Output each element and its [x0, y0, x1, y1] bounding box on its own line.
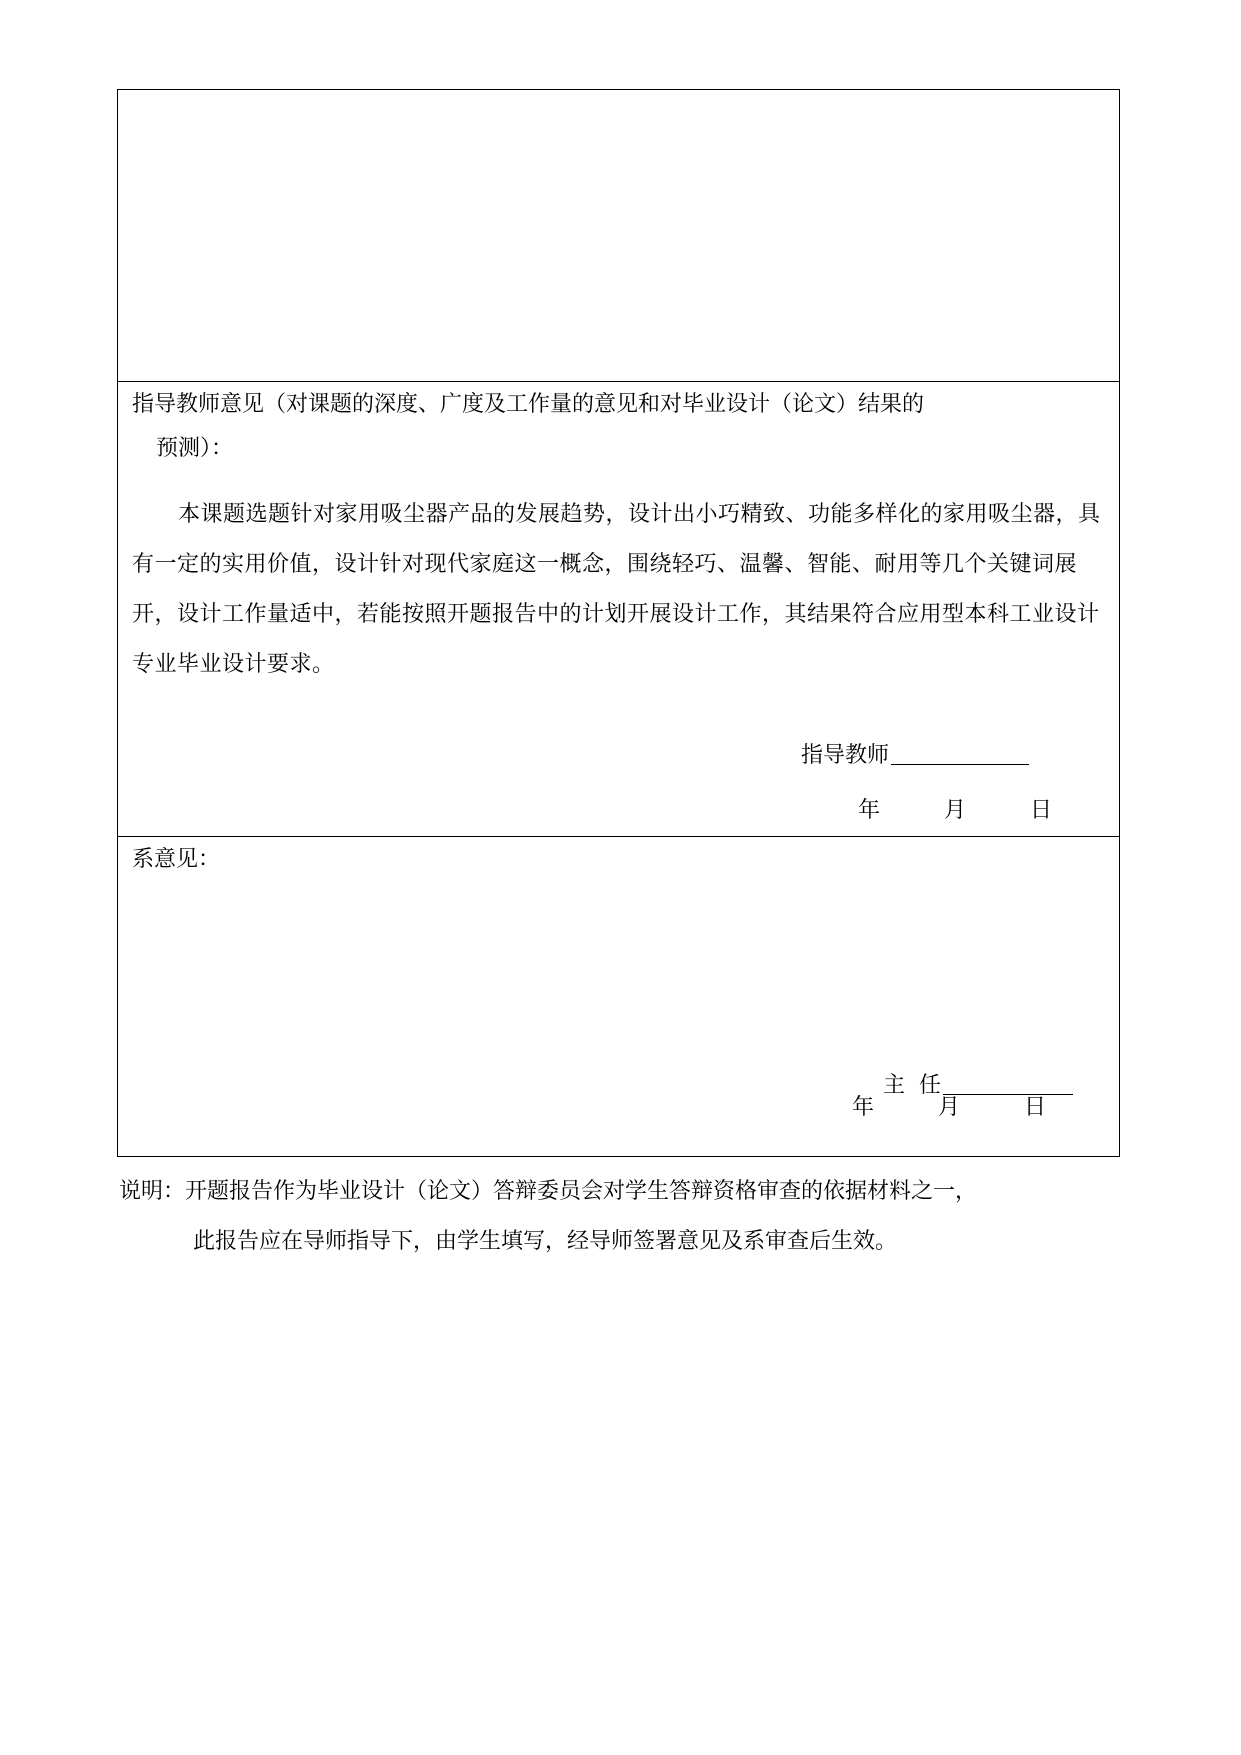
department-opinion-heading: 系意见：	[132, 847, 221, 872]
department-date-day: 日	[1024, 1095, 1047, 1120]
blank-top-cell	[118, 90, 1119, 382]
department-date-month: 月	[938, 1095, 961, 1120]
advisor-opinion-heading: 指导教师意见（对课题的深度、广度及工作量的意见和对毕业设计（论文）结果的	[132, 392, 925, 417]
advisor-date-row	[858, 796, 1052, 826]
advisor-date-year: 年	[858, 798, 881, 823]
advisor-opinion-text: 本课题选题针对家用吸尘器产品的发展趋势，设计出小巧精致、功能多样化的家用吸尘器，具有一定的实用价值，设计针对现代家庭这一概念，围绕轻巧、温馨、智能、耐用等几个关键词展开，设计工作量适中，若能按照开题报告中的计划开展设计工作，其结果符合应用型本科工业设计专业毕业设计要求。	[132, 502, 1101, 677]
note-line-2: 此报告应在导师指导下，由学生填写，经导师签署意见及系审查后生效。	[193, 1229, 898, 1254]
department-date-year: 年	[852, 1095, 875, 1120]
department-date-row	[852, 1093, 1046, 1123]
department-opinion-cell	[118, 837, 1119, 1156]
advisor-date-day: 日	[1030, 798, 1053, 823]
note-line-1: 说明：开题报告作为毕业设计（论文）答辩委员会对学生答辩资格审查的依据材料之一，	[119, 1179, 978, 1204]
advisor-opinion-heading-cont: 预测）：	[156, 436, 234, 461]
department-signature-label: 主 任	[882, 1073, 941, 1098]
advisor-date-month: 月	[944, 798, 967, 823]
advisor-opinion-cell	[118, 382, 1119, 837]
opinion-form-table	[117, 89, 1120, 1157]
advisor-signature-row	[801, 741, 1029, 771]
advisor-signature-line	[891, 762, 1029, 765]
advisor-signature-label: 指导教师	[801, 743, 890, 768]
